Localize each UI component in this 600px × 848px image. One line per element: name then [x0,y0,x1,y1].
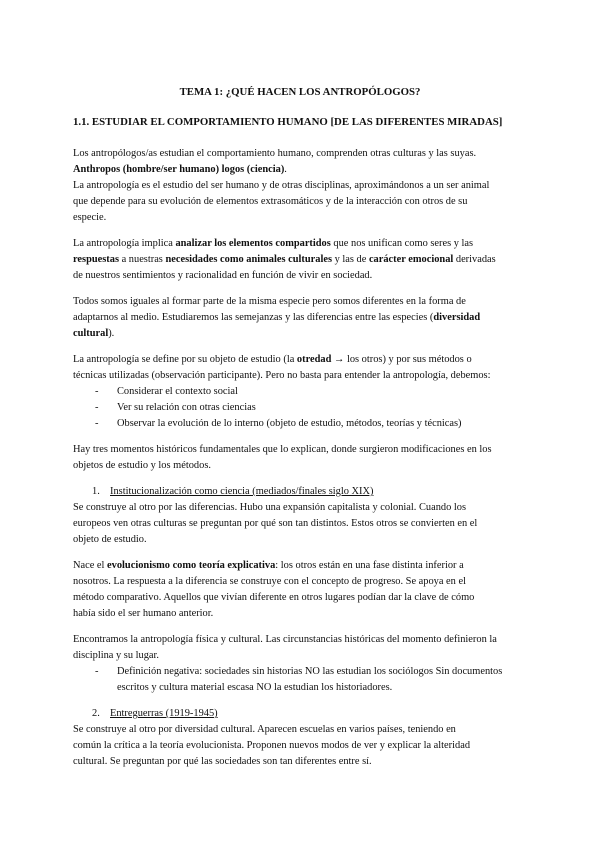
numbered-heading: 1. Institucionalización como ciencia (mediados/finales siglo XIX) [92,486,374,497]
paragraph-line: Se construye al otro por las diferencias. Hubo una expansión capitalista y colonial. Cuando los [73,502,467,513]
section-heading: 1.1. ESTUDIAR EL COMPORTAMIENTO HUMANO [DE LAS DIFERENTES MIRADAS] [73,116,503,128]
paragraph-line: La antropología es el estudio del ser humano y de otras disciplinas, aproximándonos a un ser animal [73,180,490,191]
paragraph-line: técnicas utilizadas (observación participante). Pero no basta para entender la antropología, debemos: [73,370,491,381]
paragraph-line: Se construye al otro por diversidad cultural. Aparecen escuelas en varios países, teniendo en [73,724,456,735]
paragraph-line: adaptarnos al medio. Estudiaremos las semejanzas y las diferencias entre las especies (diversidad [73,312,481,323]
paragraph-line: que depende para su evolución de elementos extrasomáticos y de la interacción con otros de su [73,196,468,207]
paragraph-line: objetos de estudio y los métodos. [73,460,211,471]
paragraph-line: disciplina y su lugar. [73,650,160,661]
list-item: - Ver su relación con otras ciencias [95,402,256,413]
paragraph-line: común la crítica a la teoría evolucionista. Proponen nuevos modos de ver y explicar la alteridad [73,740,471,751]
list-item: - Definición negativa: sociedades sin historias NO las estudian los sociólogos Sin documentos [95,666,503,677]
bold-text: Anthropos (hombre/ser humano) logos (ciencia) [73,164,285,175]
paragraph-line: Nace el evolucionismo como teoría explicativa: los otros están en una fase distinta inferior a [73,560,464,571]
paragraph-line: La antropología implica analizar los elementos compartidos que nos unifican como seres y las [73,238,474,249]
paragraph-line: había sido el ser humano anterior. [73,608,214,619]
page-title: TEMA 1: ¿QUÉ HACEN LOS ANTROPÓLOGOS? [179,86,421,98]
paragraph-line: objeto de estudio. [73,534,147,545]
paragraph-line: nosotros. La respuesta a la diferencia se construye con el concepto de progreso. Se apoya en el [73,576,466,587]
paragraph-line: método comparativo. Aquellos que vivían diferente en otros lugares podían dar la clave de cómo [73,592,475,603]
numbered-heading: 2. Entreguerras (1919-1945) [92,708,218,719]
list-item: - Observar la evolución de lo interno (objeto de estudio, métodos, teorías y técnicas) [95,418,462,429]
paragraph-line: respuestas a nuestras necesidades como animales culturales y las de carácter emocional derivadas [73,254,496,265]
paragraph-line: cultural. Se preguntan por qué las sociedades son tan diferentes entre sí. [73,756,372,767]
paragraph-line: Los antropólogos/as estudian el comportamiento humano, comprenden otras culturas y las suyas. [73,148,477,159]
paragraph-line: europeos ven otras culturas se preguntan por qué son tan distintos. Estos otros se convierten en el [73,518,478,529]
paragraph-line: de nuestros sentimientos y racionalidad en función de vivir en sociedad. [73,270,373,281]
list-item-continuation: escritos y cultura material escasa NO la estudian los historiadores. [117,682,393,693]
paragraph-line: Encontramos la antropología física y cultural. Las circunstancias históricas del momento definieron la [73,634,497,645]
list-item: - Considerar el contexto social [95,386,238,397]
paragraph-line: Anthropos (hombre/ser humano) logos (ciencia). [73,164,287,175]
paragraph-line: cultural). [73,328,115,339]
paragraph-line: especie. [73,212,107,223]
paragraph-line: Todos somos iguales al formar parte de la misma especie pero somos diferentes en la forma de [73,296,466,307]
paragraph-line: Hay tres momentos históricos fundamentales que lo explican, donde surgieron modificaciones en los [73,444,492,455]
paragraph-line: La antropología se define por su objeto de estudio (la otredad → los otros) y por sus métodos o [73,354,472,365]
